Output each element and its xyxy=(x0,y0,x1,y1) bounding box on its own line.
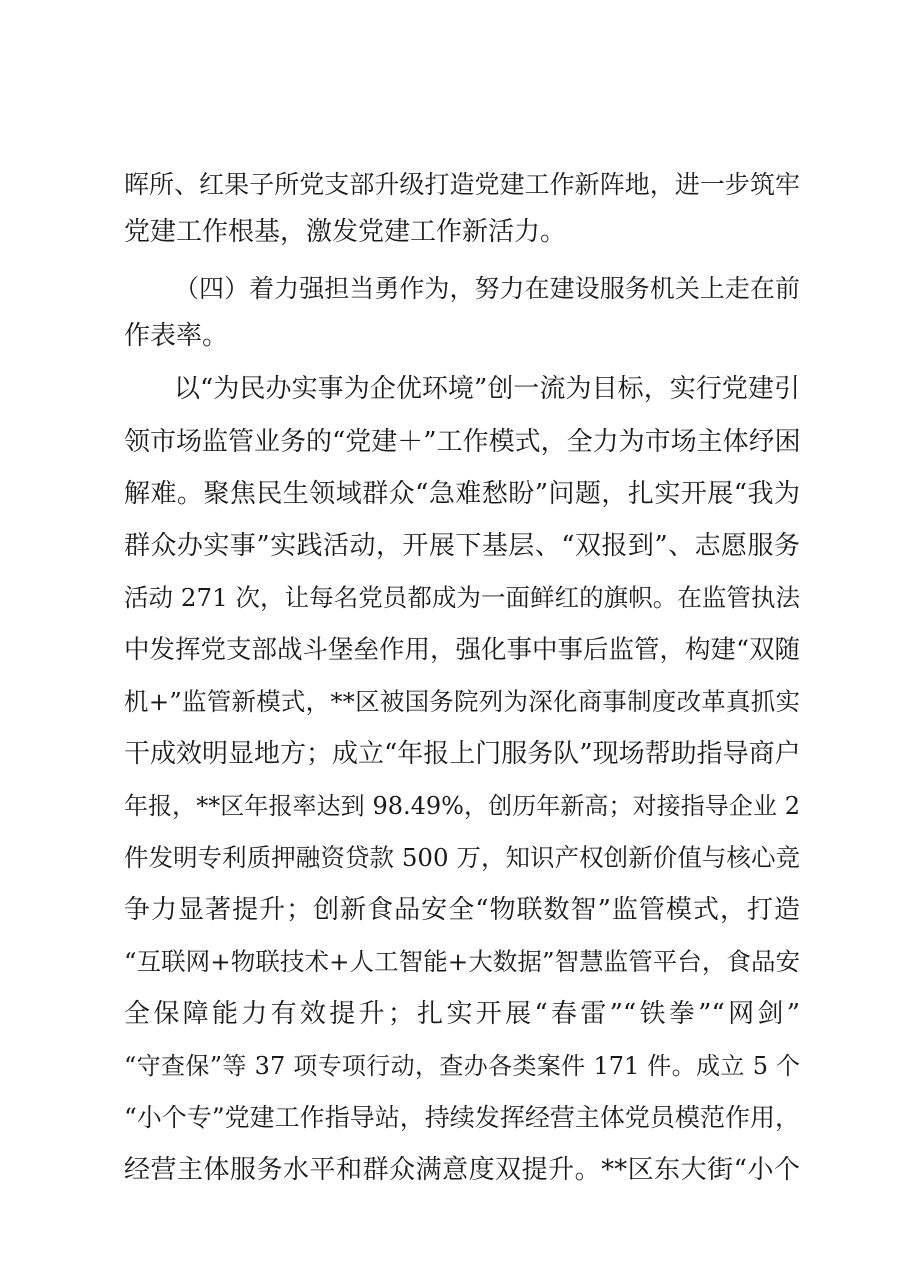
text-line: 经营主体服务水平和群众满意度双提升。**区东大街“小个 xyxy=(124,1155,800,1185)
text-line: 以“为民办实事为企优环境”创一流为目标，实行党建引 xyxy=(174,374,800,404)
section-heading-line: （四）着力强担当勇作为，努力在建设服务机关上走在前 xyxy=(174,274,800,303)
text-line: 中发挥党支部战斗堡垒作用，强化事中事后监管，构建“双随 xyxy=(124,635,801,665)
text-line: 件发明专利质押融资贷款 500 万，知识产权创新价值与核心竞 xyxy=(124,843,800,872)
text-line: 领市场监管业务的“党建＋”工作模式，全力为市场主体纾困 xyxy=(124,427,801,457)
text-line: “互联网+物联技术+人工智能+大数据”智慧监管平台，食品安 xyxy=(124,947,800,976)
text-line: 解难。聚焦民生领域群众“急难愁盼”问题，扎实开展“我为 xyxy=(124,479,800,509)
text-line: 晖所、红果子所党支部升级打造党建工作新阵地，进一步筑牢 xyxy=(124,170,800,199)
text-line: 活动 271 次，让每名党员都成为一面鲜红的旗帜。在监管执法 xyxy=(124,583,800,612)
text-line: 年报，**区年报率达到 98.49%，创历年新高；对接指导企业 2 xyxy=(124,792,800,820)
section-heading-line: 作表率。 xyxy=(124,321,229,351)
text-line: 党建工作根基，激发党建工作新活力。 xyxy=(124,217,567,247)
text-line: “小个专”党建工作指导站，持续发挥经营主体党员模范作用， xyxy=(124,1103,800,1132)
text-line: 全保障能力有效提升；扎实开展“春雷”“铁拳”“网剑” xyxy=(124,999,800,1029)
text-line: 机+”监管新模式，**区被国务院列为深化商事制度改革真抓实 xyxy=(124,687,800,716)
text-line: 争力显著提升；创新食品安全“物联数智”监管模式，打造 xyxy=(124,895,800,925)
text-line: 群众办实事”实践活动，开展下基层、“双报到”、志愿服务 xyxy=(124,531,800,561)
text-line: 干成效明显地方；成立“年报上门服务队”现场帮助指导商户 xyxy=(124,739,801,769)
text-line: “守查保”等 37 项专项行动，查办各类案件 171 件。成立 5 个 xyxy=(124,1052,800,1080)
